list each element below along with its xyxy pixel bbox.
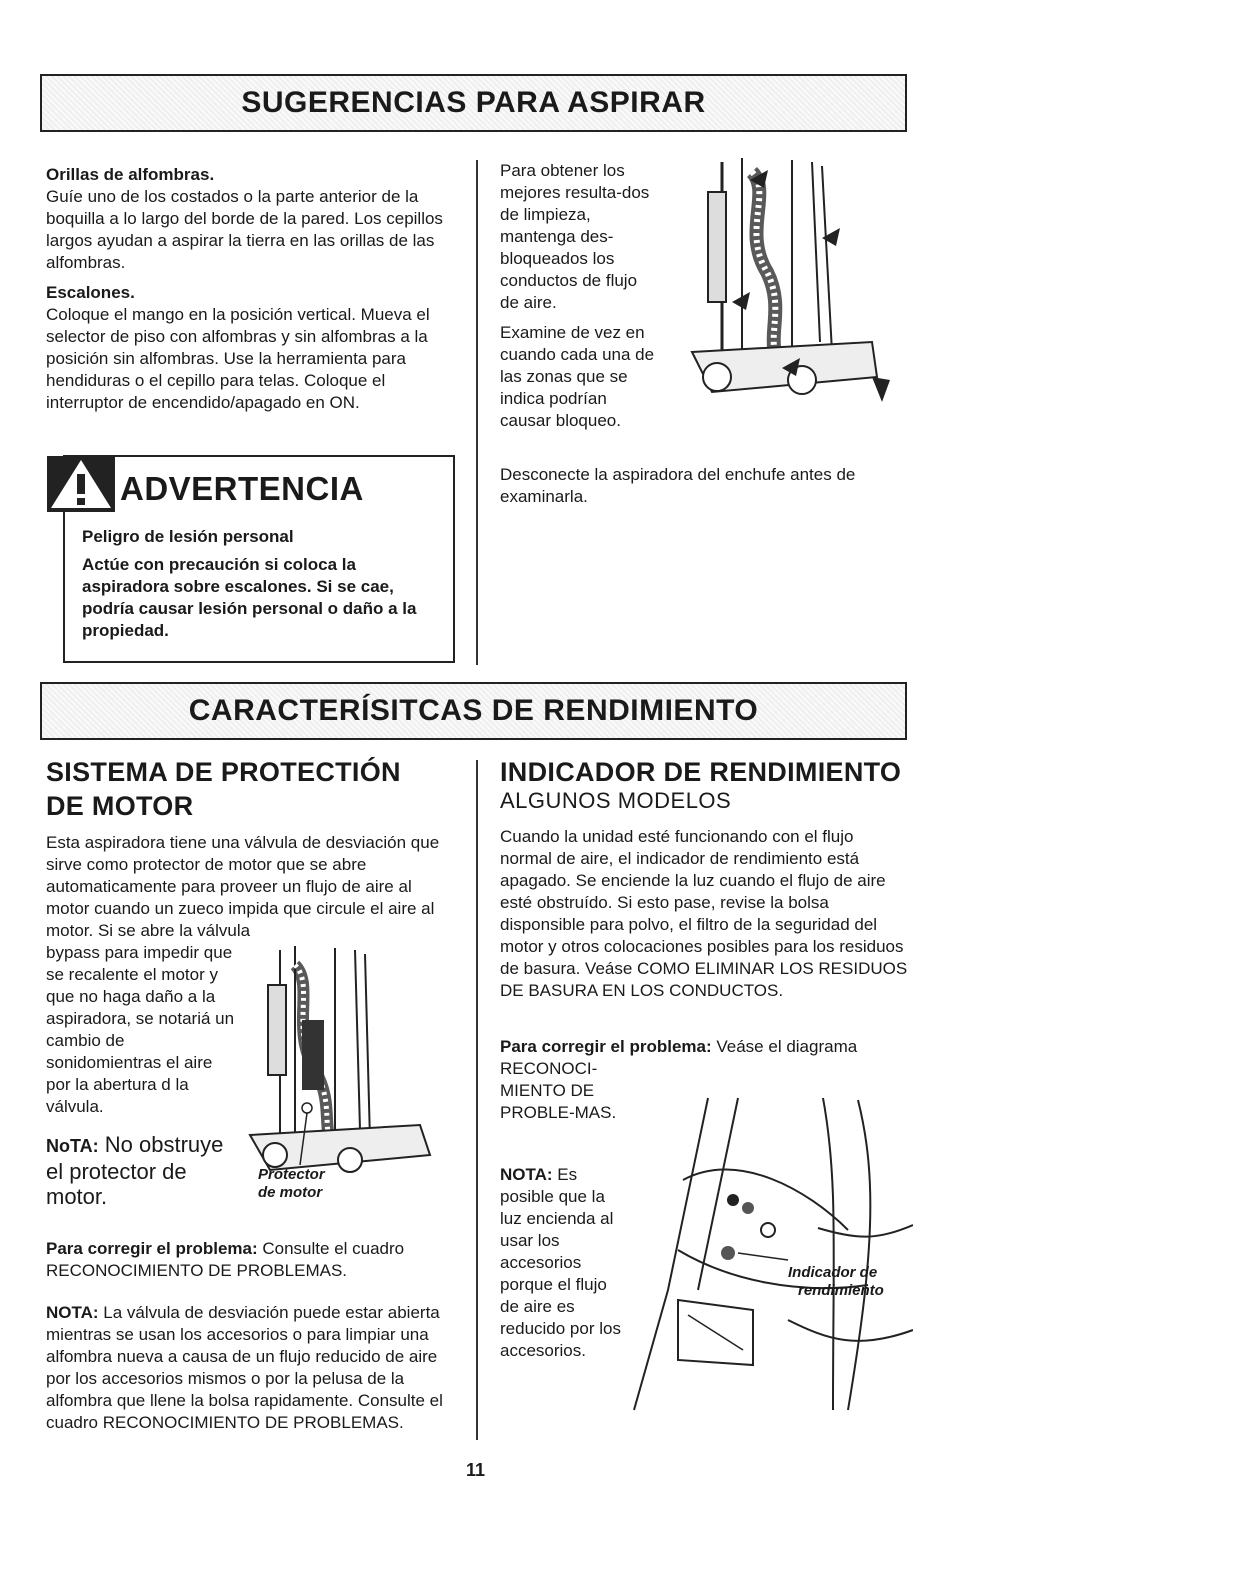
column-divider-top bbox=[476, 160, 478, 665]
motor-fix-label: Para corregir el problema: bbox=[46, 1239, 258, 1258]
carpet-edges-heading: Orillas de alfombras. bbox=[46, 165, 215, 184]
motor-note bbox=[46, 1132, 236, 1209]
vacuum-indicator-icon bbox=[628, 1090, 913, 1420]
indicator-fix-text1: Veáse el diagrama bbox=[716, 1037, 858, 1056]
motor-body-1: Esta aspiradora tiene una válvula de desviación que sirve como protector de motor que se abre automaticamente para proveer un flujo de aire al motor cuando un zueco impida que circule el aire al motor. Si se abre la válvula bbox=[46, 833, 440, 940]
motor-fix-text: Consulte el cuadro RECONOCIMIENTO DE PROBLEMAS. bbox=[46, 1239, 405, 1280]
warning-triangle-icon bbox=[47, 456, 115, 512]
motor-title-line2: DE MOTOR bbox=[46, 791, 194, 821]
airflow-p2: Examine de vez en cuando cada una de las zonas que se indica podrían causar bloqueo. bbox=[500, 323, 655, 430]
warning-title: ADVERTENCIA bbox=[120, 470, 364, 507]
motor-title-line1: SISTEMA DE PROTECTIÓN bbox=[46, 757, 401, 787]
airflow-text-1 bbox=[500, 160, 660, 432]
indicator-fix-label: Para corregir el problema: bbox=[500, 1037, 712, 1056]
banner-title-2: CARACTERÍSITCAS DE RENDIMIENTO bbox=[188, 694, 759, 727]
column-divider-bottom bbox=[476, 760, 478, 1440]
page-number: 11 bbox=[466, 1460, 486, 1480]
indicator-body: Cuando la unidad esté funcionando con el flujo normal de aire, el indicador de rendimiento está apagado. Se enciende la luz cuando el flujo de aire esté obstruído. Si esto pase, revise la bolsa disponsible para polvo, el filtro de la seguridad del motor y otros colocaciones posibles para los residuos de basura. Veáse COMO ELIMINAR LOS RESIDUOS DE BASURA EN LOS CONDUCTOS. bbox=[500, 827, 908, 1000]
airflow-p1: Para obtener los mejores resulta-dos de limpieza, mantenga des-bloqueados los conductos de flujo de aire. bbox=[500, 161, 650, 312]
motor-note2-label: NOTA: bbox=[46, 1303, 99, 1322]
stairs-heading: Escalones. bbox=[46, 283, 135, 302]
indicator-subtitle: ALGUNOS MODELOS bbox=[500, 788, 732, 813]
indicator-note bbox=[500, 1164, 630, 1362]
indicator-caption-2: rendimiento bbox=[798, 1282, 884, 1299]
motor-note-label: NoTA: bbox=[46, 1136, 99, 1156]
stairs-block bbox=[46, 282, 446, 414]
banner-title: SUGERENCIAS PARA ASPIRAR bbox=[241, 86, 706, 119]
stairs-body: Coloque el mango en la posición vertical. Mueva el selector de piso con alfombras y sin alfombras a la posición sin alfombras. Use la herramienta para hendiduras o el cepillo para telas. Coloque el interruptor de encendido/apagado en ON. bbox=[46, 305, 430, 412]
vacuum-upright-icon bbox=[672, 152, 902, 412]
indicator-fix bbox=[500, 1036, 910, 1058]
motor-protector-caption-2: de motor bbox=[258, 1184, 323, 1201]
section-banner-tips bbox=[40, 74, 907, 132]
motor-note2 bbox=[46, 1302, 458, 1434]
indicator-note-label: NOTA: bbox=[500, 1165, 553, 1184]
indicator-fix-text2: RECONOCI-MIENTO DE PROBLE-MAS. bbox=[500, 1059, 617, 1122]
carpet-edges-block bbox=[46, 164, 456, 274]
warning-body: Actúe con precaución si coloca la aspiradora sobre escalones. Si se cae, podría causar lesión personal o daño a la propiedad. bbox=[82, 555, 417, 640]
warning-icon-bg bbox=[47, 456, 115, 512]
indicator-note-text: Es posible que la luz encienda al usar los accesorios porque el flujo de aire es reducido por los accesorios. bbox=[500, 1165, 621, 1360]
carpet-edges-body: Guíe uno de los costados o la parte anterior de la boquilla a lo largo del borde de la pared. Los cepillos largos ayudan a aspirar la tierra en las orillas de las alfombras. bbox=[46, 187, 443, 272]
motor-protector-illustration bbox=[240, 940, 440, 1190]
section-banner-performance bbox=[40, 682, 907, 740]
motor-note-text: No obstruye el protector de motor. bbox=[46, 1132, 224, 1209]
motor-protector-caption-1: Protector bbox=[258, 1166, 325, 1183]
vacuum-motor-icon bbox=[240, 940, 440, 1190]
motor-body-2: bypass para impedir que se recalente el motor y que no haga daño a la aspiradora, se notariá un cambio de sonidomientras el aire por la abertura d la válvula. bbox=[46, 943, 235, 1116]
airflow-p3: Desconecte la aspiradora del enchufe antes de examinarla. bbox=[500, 465, 856, 506]
indicator-title: INDICADOR DE RENDIMIENTO bbox=[500, 757, 902, 787]
indicator-caption-1: Indicador de bbox=[788, 1264, 878, 1281]
motor-fix bbox=[46, 1238, 458, 1282]
indicator-illustration bbox=[628, 1090, 913, 1420]
warning-heading: Peligro de lesión personal bbox=[82, 527, 294, 546]
vacuum-airflow-illustration bbox=[672, 152, 902, 412]
motor-note2-text: La válvula de desviación puede estar abierta mientras se usan los accesorios o para limpiar una alfombra nueva a causa de un flujo reducido de aire por los accesorios mismos o por la pelusa de la alfombra que llene la bolsa rapidamente. Consulte el cuadro RECONOCIMIENTO DE PROBLEMAS. bbox=[46, 1303, 443, 1432]
